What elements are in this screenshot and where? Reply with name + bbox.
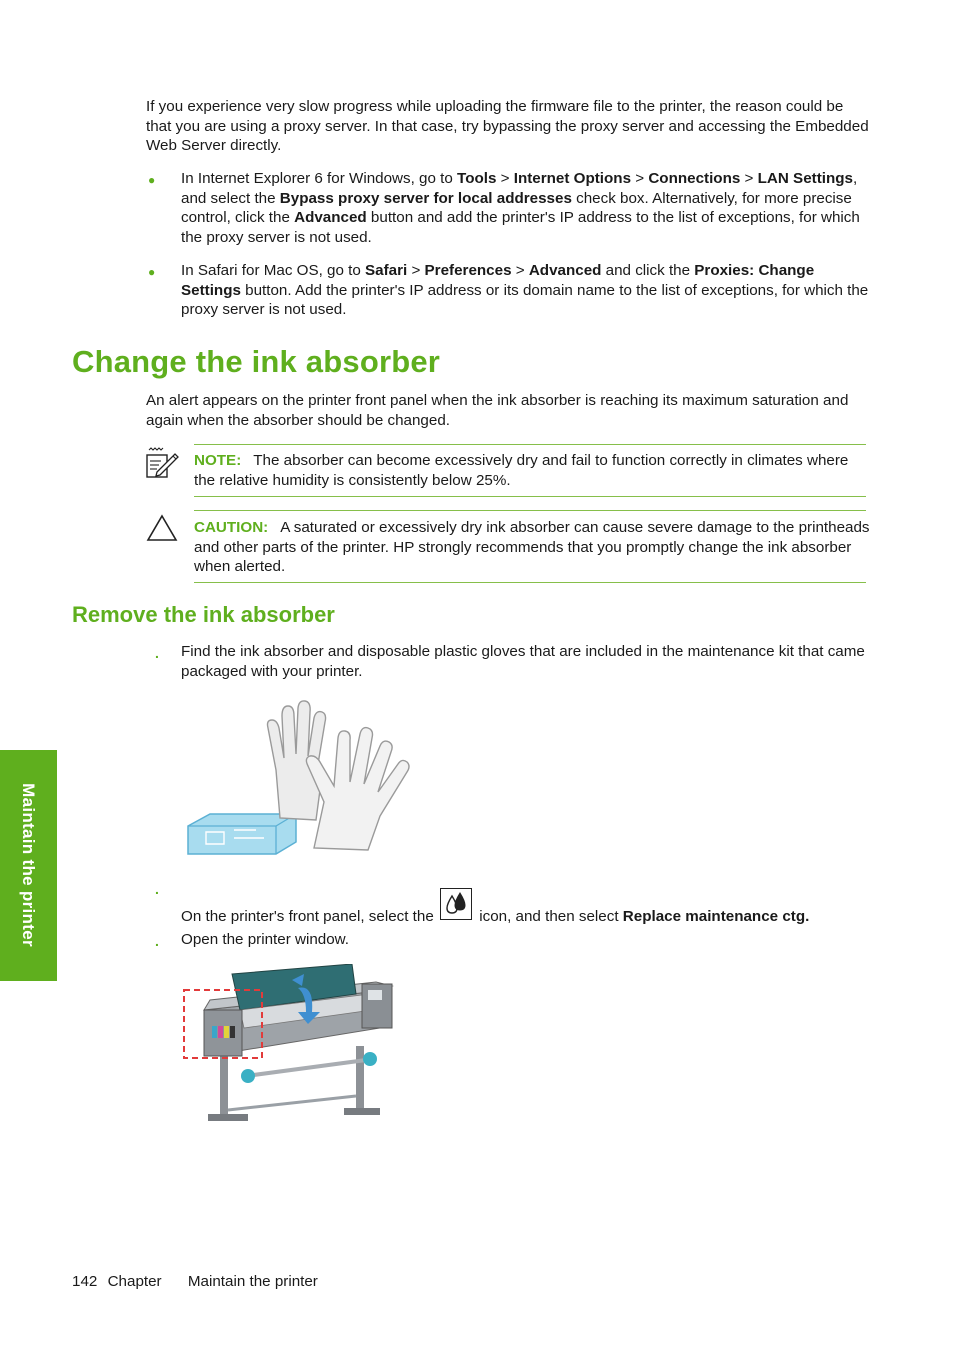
step-1-text: Find the ink absorber and disposable plastic gloves that are included in the maintenance kit that came packaged with your printer. [181,643,865,680]
intro-paragraph: If you experience very slow progress while uploading the firmware file to the printer, the reason could be that you are using a proxy server. In that case, try bypassing the proxy server and accessing the Embedded Web Server directly. [146,98,869,154]
printer-open-window-illustration [180,964,396,1136]
step-marker: . [155,881,159,897]
note-label: NOTE: [194,452,242,469]
side-chapter-tab [0,750,57,981]
bullet-item-safari: In Safari for Mac OS, go to Safari > Preferences > Advanced and click the Proxies: Change Settings button. Add the printer's IP address or its domain name to the list of exceptions, for which the proxy server is not used. [181,262,869,318]
caution-text: CAUTION: A saturated or excessively dry ink absorber can cause severe damage to the printheads and other parts of the printer. HP strongly recommends that you promptly change the ink absorber when alerted. [194,519,870,575]
step-marker: . [155,933,159,949]
step-3-text: Open the printer window. [181,931,350,948]
caution-triangle-icon [146,514,178,542]
note-icon [145,446,179,480]
ink-drops-icon [440,888,472,920]
note-top-rule [194,444,866,445]
note-text: NOTE: The absorber can become excessively dry and fail to function correctly in climates where the relative humidity is consistently below 25%. [194,452,849,489]
note-bottom-rule [194,496,866,497]
section-intro: An alert appears on the printer front panel when the ink absorber is reaching its maximum saturation and again when the absorber should be changed. [146,392,849,429]
bullet-item-ie: In Internet Explorer 6 for Windows, go to Tools > Internet Options > Connections > LAN Settings, and select the Bypass proxy server for local addresses check box. Alternatively, for more precise control, click the Advanced button and add the printer's IP address to the list of exceptions, for which the proxy server is not used. [181,170,860,246]
section-title: Change the ink absorber [72,344,441,379]
side-chapter-label: Maintain the printer [18,783,38,947]
bullet-marker: ● [148,265,156,279]
step-2-text: On the printer's front panel, select the icon, and then select Replace maintenance ctg. [181,896,869,928]
footer-chapter-title: Maintain the printer [187,1273,318,1290]
caution-top-rule [194,510,866,511]
bullet-marker: ● [148,173,156,187]
gloves-and-absorber-illustration [184,698,414,860]
subsection-title: Remove the ink absorber [72,602,335,627]
caution-bottom-rule [194,582,866,583]
page-footer [72,1272,318,1292]
caution-label: CAUTION: [194,519,269,536]
page-number: 142 [72,1273,98,1290]
footer-chapter-label: Chapter [107,1273,162,1290]
step-marker: . [155,645,159,661]
